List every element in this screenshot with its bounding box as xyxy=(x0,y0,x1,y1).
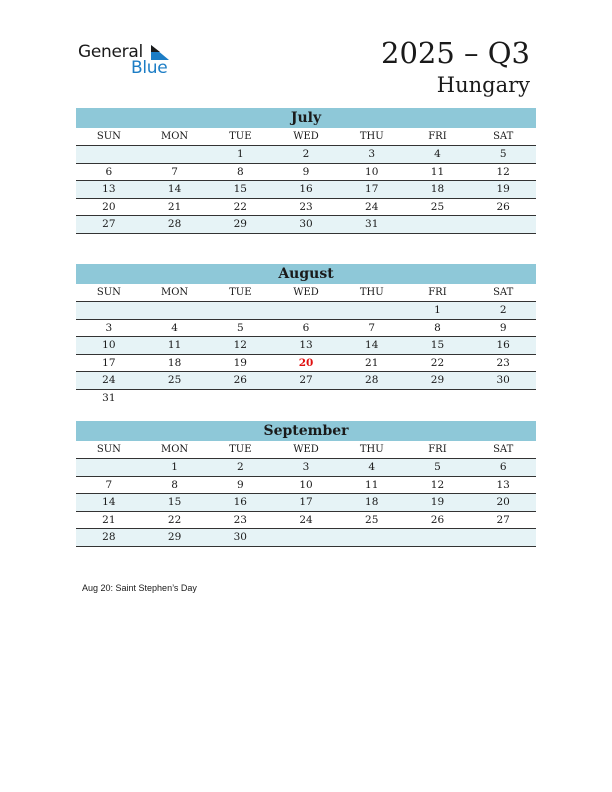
day-cell: 2 xyxy=(499,304,507,316)
day-cell xyxy=(76,302,142,319)
day-cell: 20 xyxy=(496,496,510,508)
weekday-label: SUN xyxy=(96,287,121,298)
week-row xyxy=(76,199,536,217)
week-row xyxy=(76,216,536,234)
day-cell: 18 xyxy=(430,183,445,195)
day-cell: 21 xyxy=(365,356,379,369)
day-cell: 15 xyxy=(167,496,182,508)
logo xyxy=(78,42,178,82)
day-cell: 4 xyxy=(171,321,178,334)
day-cell: 29 xyxy=(430,374,445,386)
week-row xyxy=(76,494,536,512)
weekday-header-row xyxy=(76,128,536,146)
day-cell xyxy=(273,302,339,319)
day-cell: 23 xyxy=(233,513,247,526)
day-cell xyxy=(76,146,142,163)
day-cell: 26 xyxy=(430,513,445,526)
day-cell: 16 xyxy=(496,339,510,351)
day-cell: 27 xyxy=(102,218,116,230)
holiday-note: Aug 20: Saint Stephen’s Day xyxy=(82,583,197,593)
weekday-label: SAT xyxy=(493,131,514,142)
weekday-label: FRI xyxy=(428,287,447,298)
week-row xyxy=(76,355,536,373)
day-cell xyxy=(339,390,405,407)
day-cell: 9 xyxy=(236,478,244,491)
month-title: August xyxy=(76,264,536,284)
day-cell: 12 xyxy=(496,165,510,178)
day-cell: 12 xyxy=(430,478,445,491)
day-cell: 11 xyxy=(365,478,379,491)
day-cell: 21 xyxy=(167,200,182,213)
day-cell: 30 xyxy=(299,218,313,230)
day-cell: 19 xyxy=(496,183,510,195)
day-cell xyxy=(470,529,536,546)
day-cell: 28 xyxy=(167,218,182,230)
day-cell: 7 xyxy=(105,478,113,491)
day-cell xyxy=(405,529,471,546)
day-cell: 8 xyxy=(171,478,178,491)
weekday-label: MON xyxy=(160,444,189,455)
day-cell xyxy=(339,529,405,546)
day-cell: 2 xyxy=(302,148,310,160)
weekday-label: TUE xyxy=(229,287,252,298)
day-cell: 3 xyxy=(302,461,310,473)
month-title: September xyxy=(76,421,536,441)
day-cell: 24 xyxy=(365,200,379,213)
day-cell xyxy=(339,302,405,319)
week-row xyxy=(76,146,536,164)
day-cell xyxy=(142,302,208,319)
day-cell xyxy=(207,390,273,407)
day-cell: 10 xyxy=(365,165,379,178)
day-cell: 15 xyxy=(430,339,445,351)
weekday-label: SUN xyxy=(96,131,121,142)
day-cell xyxy=(470,390,536,407)
day-cell: 11 xyxy=(167,339,182,351)
day-cell xyxy=(405,390,471,407)
day-cell: 23 xyxy=(496,356,510,369)
day-cell: 1 xyxy=(434,304,441,316)
day-cell: 25 xyxy=(167,374,182,386)
day-cell: 20 xyxy=(102,200,116,213)
week-row xyxy=(76,337,536,355)
day-cell: 13 xyxy=(496,478,510,491)
weekday-label: SAT xyxy=(493,287,514,298)
day-cell: 6 xyxy=(302,321,310,334)
weekday-label: WED xyxy=(293,131,319,142)
day-cell xyxy=(142,146,208,163)
day-cell: 30 xyxy=(233,531,247,543)
weekday-label: THU xyxy=(359,287,384,298)
day-cell: 17 xyxy=(365,183,379,195)
week-row xyxy=(76,459,536,477)
weekday-label: WED xyxy=(293,287,319,298)
weekday-label: MON xyxy=(160,131,189,142)
holiday-day-cell: 20 xyxy=(298,356,314,369)
weekday-label: WED xyxy=(293,444,319,455)
day-cell: 4 xyxy=(434,148,441,160)
day-cell: 8 xyxy=(434,321,441,334)
weekday-label: TUE xyxy=(229,444,252,455)
day-cell: 17 xyxy=(102,356,116,369)
day-cell: 27 xyxy=(496,513,510,526)
day-cell: 28 xyxy=(102,531,116,543)
weekday-header-row xyxy=(76,441,536,459)
page-title: 2025 – Q3 xyxy=(381,36,530,70)
day-cell: 6 xyxy=(499,461,507,473)
day-cell: 1 xyxy=(171,461,178,473)
day-cell: 23 xyxy=(299,200,313,213)
day-cell: 31 xyxy=(365,218,379,230)
day-cell: 22 xyxy=(167,513,182,526)
day-cell: 24 xyxy=(299,513,313,526)
page-subtitle: Hungary xyxy=(436,73,530,97)
day-cell: 27 xyxy=(299,374,313,386)
day-cell: 12 xyxy=(233,339,247,351)
month-title: July xyxy=(76,108,536,128)
day-cell: 25 xyxy=(430,200,445,213)
day-cell xyxy=(470,216,536,233)
day-cell: 29 xyxy=(167,531,182,543)
day-cell: 7 xyxy=(368,321,376,334)
day-cell: 16 xyxy=(299,183,313,195)
weekday-header-row xyxy=(76,284,536,302)
weekday-label: TUE xyxy=(229,131,252,142)
day-cell: 15 xyxy=(233,183,247,195)
day-cell: 2 xyxy=(236,461,244,473)
day-cell: 28 xyxy=(365,374,379,386)
week-row xyxy=(76,164,536,182)
week-row xyxy=(76,529,536,547)
day-cell: 19 xyxy=(430,496,445,508)
day-cell: 19 xyxy=(233,356,247,369)
day-cell xyxy=(76,459,142,476)
day-cell: 24 xyxy=(102,374,116,386)
day-cell: 9 xyxy=(302,165,310,178)
day-cell: 25 xyxy=(365,513,379,526)
day-cell: 3 xyxy=(105,321,113,334)
day-cell: 3 xyxy=(368,148,376,160)
week-row xyxy=(76,512,536,530)
day-cell: 17 xyxy=(299,496,313,508)
day-cell: 18 xyxy=(365,496,379,508)
week-row xyxy=(76,477,536,495)
day-cell xyxy=(405,216,471,233)
day-cell xyxy=(207,302,273,319)
day-cell: 31 xyxy=(102,391,116,404)
day-cell xyxy=(142,390,208,407)
day-cell: 6 xyxy=(105,165,113,178)
day-cell: 5 xyxy=(236,321,244,334)
week-row xyxy=(76,390,536,407)
day-cell xyxy=(273,390,339,407)
day-cell: 5 xyxy=(434,461,441,473)
day-cell: 7 xyxy=(171,165,178,178)
day-cell: 18 xyxy=(167,356,182,369)
day-cell: 16 xyxy=(233,496,247,508)
day-cell: 21 xyxy=(102,513,116,526)
weekday-label: SUN xyxy=(96,444,121,455)
day-cell: 29 xyxy=(233,218,247,230)
day-cell: 30 xyxy=(496,374,510,386)
month-calendar-september xyxy=(76,421,536,547)
day-cell: 10 xyxy=(102,339,116,351)
month-calendar-august xyxy=(76,264,536,406)
month-calendar-july xyxy=(76,108,536,234)
day-cell: 14 xyxy=(102,496,116,508)
day-cell: 26 xyxy=(496,200,510,213)
day-cell: 8 xyxy=(236,165,244,178)
weekday-label: THU xyxy=(359,444,384,455)
weekday-label: FRI xyxy=(428,444,447,455)
day-cell: 4 xyxy=(368,461,376,473)
day-cell: 10 xyxy=(299,478,313,491)
logo-blue-text: Blue xyxy=(131,58,168,78)
week-row xyxy=(76,372,536,390)
day-cell: 11 xyxy=(430,165,445,178)
day-cell: 14 xyxy=(365,339,379,351)
logo-general-text: General xyxy=(78,42,143,62)
week-row xyxy=(76,302,536,320)
weekday-label: SAT xyxy=(493,444,514,455)
week-row xyxy=(76,181,536,199)
day-cell: 13 xyxy=(299,339,313,351)
weekday-label: FRI xyxy=(428,131,447,142)
day-cell: 26 xyxy=(233,374,247,386)
day-cell xyxy=(273,529,339,546)
day-cell: 9 xyxy=(499,321,507,334)
day-cell: 14 xyxy=(167,183,182,195)
day-cell: 5 xyxy=(499,148,507,160)
day-cell: 22 xyxy=(430,356,445,369)
week-row xyxy=(76,320,536,338)
day-cell: 13 xyxy=(102,183,116,195)
weekday-label: THU xyxy=(359,131,384,142)
day-cell: 1 xyxy=(236,148,244,160)
weekday-label: MON xyxy=(160,287,189,298)
day-cell: 22 xyxy=(233,200,247,213)
